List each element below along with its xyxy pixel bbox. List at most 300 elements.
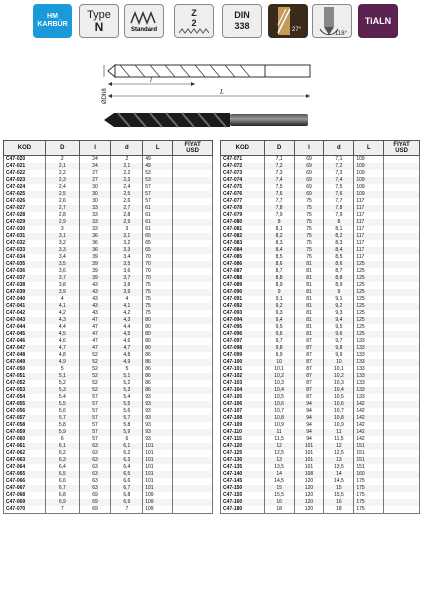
price-cell bbox=[384, 506, 420, 514]
price-cell bbox=[384, 275, 420, 282]
L-cell: 117 bbox=[354, 240, 384, 247]
kod-cell: C47-077 bbox=[221, 198, 265, 205]
kod-cell: C47-069 bbox=[4, 499, 46, 506]
L-cell: 142 bbox=[354, 408, 384, 415]
L-cell: 80 bbox=[143, 338, 173, 345]
d-cell: 4,2 bbox=[45, 310, 79, 317]
table-row bbox=[4, 247, 213, 254]
price-cell bbox=[384, 317, 420, 324]
kod-cell: C47-038 bbox=[4, 282, 46, 289]
kod-cell: C47-064 bbox=[4, 464, 46, 471]
dd-cell: 8,3 bbox=[324, 240, 354, 247]
L-cell: 117 bbox=[354, 198, 384, 205]
kod-cell: C47-068 bbox=[4, 492, 46, 499]
l-cell: 75 bbox=[294, 226, 324, 233]
L-cell: 61 bbox=[143, 226, 173, 233]
dd-cell: 6,6 bbox=[111, 478, 143, 485]
d-cell: 7,6 bbox=[264, 191, 294, 198]
dd-cell: 5,7 bbox=[111, 415, 143, 422]
d-cell: 5,5 bbox=[45, 401, 79, 408]
l-cell: 69 bbox=[294, 184, 324, 191]
table-row bbox=[4, 331, 213, 338]
price-cell bbox=[384, 191, 420, 198]
l-cell: 57 bbox=[79, 415, 111, 422]
d-cell: 6,1 bbox=[45, 443, 79, 450]
L-cell: 80 bbox=[143, 331, 173, 338]
table-row bbox=[221, 345, 420, 352]
dd-cell: 4,5 bbox=[111, 331, 143, 338]
kod-cell: C47-103 bbox=[221, 380, 265, 387]
d-cell: 9,6 bbox=[264, 331, 294, 338]
table-row bbox=[4, 219, 213, 226]
kod-cell: C47-093 bbox=[221, 310, 265, 317]
d-cell: 3,9 bbox=[45, 289, 79, 296]
dd-cell: 13,5 bbox=[324, 464, 354, 471]
d-cell: 9,3 bbox=[264, 310, 294, 317]
l-cell: 81 bbox=[294, 289, 324, 296]
d-cell: 9,8 bbox=[264, 345, 294, 352]
dd-cell: 5,5 bbox=[111, 401, 143, 408]
d-cell: 10,4 bbox=[264, 387, 294, 394]
price-table-right bbox=[220, 140, 420, 514]
table-row bbox=[4, 170, 213, 177]
diameter-label: ØDh8 bbox=[102, 88, 108, 104]
L-cell: 133 bbox=[354, 352, 384, 359]
kod-cell: C47-037 bbox=[4, 275, 46, 282]
dd-cell: 9,9 bbox=[324, 352, 354, 359]
dd-cell: 5,1 bbox=[111, 373, 143, 380]
price-cell bbox=[384, 366, 420, 373]
table-row bbox=[221, 443, 420, 450]
point-angle-text: 118° bbox=[335, 31, 347, 37]
price-cell bbox=[384, 408, 420, 415]
flutes-label: Z bbox=[191, 8, 197, 18]
kod-cell: C47-155 bbox=[221, 492, 265, 499]
kod-cell: C47-055 bbox=[4, 401, 46, 408]
d-cell: 8,2 bbox=[264, 233, 294, 240]
L-cell: 75 bbox=[143, 303, 173, 310]
L-cell: 125 bbox=[354, 282, 384, 289]
d-cell: 7,7 bbox=[264, 198, 294, 205]
table-row bbox=[221, 478, 420, 485]
l-cell: 81 bbox=[294, 317, 324, 324]
kod-cell: C47-096 bbox=[221, 331, 265, 338]
table-row bbox=[4, 233, 213, 240]
dd-cell: 10 bbox=[324, 359, 354, 366]
L-cell: 75 bbox=[143, 282, 173, 289]
dd-cell: 6,1 bbox=[111, 443, 143, 450]
l-cell: 63 bbox=[79, 464, 111, 471]
L-cell: 125 bbox=[354, 289, 384, 296]
L-cell: 117 bbox=[354, 226, 384, 233]
L-cell: 61 bbox=[143, 205, 173, 212]
L-cell: 117 bbox=[354, 212, 384, 219]
price-cell bbox=[173, 429, 213, 436]
l-cell: 63 bbox=[79, 457, 111, 464]
dd-cell: 2,9 bbox=[111, 219, 143, 226]
kod-cell: C47-030 bbox=[4, 226, 46, 233]
price-cell bbox=[173, 240, 213, 247]
kod-cell: C47-145 bbox=[221, 478, 265, 485]
d-cell: 3,3 bbox=[45, 247, 79, 254]
L-cell: 101 bbox=[143, 443, 173, 450]
L-cell: 101 bbox=[143, 450, 173, 457]
price-cell bbox=[173, 485, 213, 492]
dd-cell: 5,6 bbox=[111, 408, 143, 415]
L-cell: 117 bbox=[354, 205, 384, 212]
price-cell bbox=[384, 359, 420, 366]
col-L: L bbox=[143, 141, 173, 156]
price-cell bbox=[384, 464, 420, 471]
l-cell: 39 bbox=[79, 254, 111, 261]
d-cell: 8,9 bbox=[264, 282, 294, 289]
price-cell bbox=[173, 450, 213, 457]
l-cell: 57 bbox=[79, 394, 111, 401]
L-cell: 160 bbox=[354, 471, 384, 478]
L-cell: 49 bbox=[143, 156, 173, 164]
L-cell: 125 bbox=[354, 317, 384, 324]
l-cell: 27 bbox=[79, 170, 111, 177]
dd-cell: 4,4 bbox=[111, 324, 143, 331]
dd-cell: 7 bbox=[111, 506, 143, 514]
kod-cell: C47-082 bbox=[221, 233, 265, 240]
dd-cell: 9,1 bbox=[324, 296, 354, 303]
price-cell bbox=[384, 394, 420, 401]
l-cell: 24 bbox=[79, 156, 111, 164]
table-row bbox=[4, 373, 213, 380]
l-cell: 52 bbox=[79, 352, 111, 359]
L-cell: 125 bbox=[354, 310, 384, 317]
l-cell: 81 bbox=[294, 296, 324, 303]
d-cell: 9,7 bbox=[264, 338, 294, 345]
table-row bbox=[221, 177, 420, 184]
L-cell: 133 bbox=[354, 345, 384, 352]
l-cell: 33 bbox=[79, 219, 111, 226]
table-row bbox=[221, 191, 420, 198]
d-cell: 10,6 bbox=[264, 401, 294, 408]
kod-cell: C47-021 bbox=[4, 163, 46, 170]
price-cell bbox=[384, 373, 420, 380]
col-d: d bbox=[111, 141, 143, 156]
l-cell: 30 bbox=[79, 198, 111, 205]
point-angle-icon bbox=[314, 5, 350, 37]
l-cell: 81 bbox=[294, 331, 324, 338]
table-row bbox=[221, 282, 420, 289]
price-cell bbox=[384, 485, 420, 492]
helix-angle-badge bbox=[268, 4, 308, 38]
price-cell bbox=[384, 345, 420, 352]
L-cell: 133 bbox=[354, 338, 384, 345]
dd-cell: 3,9 bbox=[111, 289, 143, 296]
L-cell: 86 bbox=[143, 352, 173, 359]
l-cell: 69 bbox=[294, 156, 324, 164]
table-row bbox=[4, 457, 213, 464]
price-cell bbox=[173, 233, 213, 240]
l-cell: 52 bbox=[79, 380, 111, 387]
price-cell bbox=[384, 310, 420, 317]
kod-cell: C47-160 bbox=[221, 499, 265, 506]
dd-cell: 7,6 bbox=[324, 191, 354, 198]
dd-cell: 3,1 bbox=[111, 233, 143, 240]
L-cell: 109 bbox=[354, 191, 384, 198]
l-cell: 75 bbox=[294, 205, 324, 212]
price-cell bbox=[173, 219, 213, 226]
d-cell: 18 bbox=[264, 506, 294, 514]
d-cell: 8 bbox=[264, 219, 294, 226]
kod-cell: C47-054 bbox=[4, 394, 46, 401]
price-cell bbox=[173, 184, 213, 191]
table-row bbox=[221, 317, 420, 324]
L-cell: 70 bbox=[143, 261, 173, 268]
table-row bbox=[4, 191, 213, 198]
dd-cell: 5,3 bbox=[111, 387, 143, 394]
price-cell bbox=[384, 338, 420, 345]
l-cell: 101 bbox=[294, 464, 324, 471]
kod-cell: C47-025 bbox=[4, 191, 46, 198]
d-cell: 2,5 bbox=[45, 191, 79, 198]
price-cell bbox=[173, 177, 213, 184]
dd-cell: 7,4 bbox=[324, 177, 354, 184]
kod-cell: C47-081 bbox=[221, 226, 265, 233]
col-d: d bbox=[324, 141, 354, 156]
table-row bbox=[221, 429, 420, 436]
l-cell: 81 bbox=[294, 310, 324, 317]
price-cell bbox=[173, 464, 213, 471]
feature-badges bbox=[6, 4, 418, 42]
kod-cell: C47-028 bbox=[4, 212, 46, 219]
price-cell bbox=[384, 268, 420, 275]
kod-cell: C47-066 bbox=[4, 478, 46, 485]
flute-length-label: l bbox=[150, 76, 152, 84]
price-cell bbox=[173, 247, 213, 254]
table-row bbox=[221, 240, 420, 247]
table-row bbox=[221, 170, 420, 177]
L-cell: 142 bbox=[354, 401, 384, 408]
kod-cell: C47-109 bbox=[221, 422, 265, 429]
dd-cell: 18 bbox=[324, 506, 354, 514]
d-cell: 9,4 bbox=[264, 317, 294, 324]
dd-cell: 9 bbox=[324, 289, 354, 296]
price-cell bbox=[384, 492, 420, 499]
l-cell: 87 bbox=[294, 373, 324, 380]
L-cell: 101 bbox=[143, 457, 173, 464]
helix-angle-icon bbox=[270, 5, 306, 37]
L-cell: 109 bbox=[354, 177, 384, 184]
price-cell bbox=[384, 247, 420, 254]
price-cell bbox=[173, 443, 213, 450]
type-badge bbox=[79, 4, 119, 38]
col-L: L bbox=[354, 141, 384, 156]
price-cell bbox=[173, 268, 213, 275]
table-row bbox=[221, 373, 420, 380]
L-cell: 57 bbox=[143, 191, 173, 198]
d-cell: 9,9 bbox=[264, 352, 294, 359]
table-row bbox=[221, 289, 420, 296]
dd-cell: 2,2 bbox=[111, 170, 143, 177]
l-cell: 69 bbox=[294, 177, 324, 184]
price-cell bbox=[384, 156, 420, 164]
kod-cell: C47-035 bbox=[4, 261, 46, 268]
kod-cell: C47-051 bbox=[4, 373, 46, 380]
d-cell: 4,5 bbox=[45, 331, 79, 338]
l-cell: 75 bbox=[294, 254, 324, 261]
l-cell: 101 bbox=[294, 450, 324, 457]
carbide-badge-line2: KARBÜR bbox=[37, 21, 68, 28]
dd-cell: 4,1 bbox=[111, 303, 143, 310]
dd-cell: 14 bbox=[324, 471, 354, 478]
dd-cell: 8,7 bbox=[324, 268, 354, 275]
dd-cell: 9,2 bbox=[324, 303, 354, 310]
price-cell bbox=[173, 366, 213, 373]
dd-cell: 4,7 bbox=[111, 345, 143, 352]
table-row bbox=[4, 289, 213, 296]
price-cell bbox=[384, 296, 420, 303]
table-row bbox=[221, 310, 420, 317]
din-value: 338 bbox=[234, 21, 250, 31]
kod-cell: C47-042 bbox=[4, 310, 46, 317]
price-cell bbox=[384, 415, 420, 422]
L-cell: 53 bbox=[143, 177, 173, 184]
col-kod: KOD bbox=[221, 141, 265, 156]
L-cell: 109 bbox=[354, 184, 384, 191]
table-row bbox=[221, 485, 420, 492]
dd-cell: 2,5 bbox=[111, 191, 143, 198]
L-cell: 61 bbox=[143, 212, 173, 219]
price-cell bbox=[173, 205, 213, 212]
d-cell: 12 bbox=[264, 443, 294, 450]
d-cell: 16 bbox=[264, 499, 294, 506]
table-row bbox=[221, 163, 420, 170]
carbide-badge-line1: HM bbox=[47, 13, 58, 20]
kod-cell: C47-060 bbox=[4, 436, 46, 443]
L-cell: 75 bbox=[143, 289, 173, 296]
table-row bbox=[4, 443, 213, 450]
kod-cell: C47-098 bbox=[221, 345, 265, 352]
table-row bbox=[4, 324, 213, 331]
dd-cell: 2,6 bbox=[111, 198, 143, 205]
dd-cell: 10,2 bbox=[324, 373, 354, 380]
table-row bbox=[221, 233, 420, 240]
table-row bbox=[221, 212, 420, 219]
L-cell: 75 bbox=[143, 296, 173, 303]
d-cell: 7,4 bbox=[264, 177, 294, 184]
kod-cell: C47-079 bbox=[221, 212, 265, 219]
l-cell: 81 bbox=[294, 275, 324, 282]
kod-cell: C47-023 bbox=[4, 177, 46, 184]
dd-cell: 6,9 bbox=[111, 499, 143, 506]
price-cell bbox=[173, 261, 213, 268]
table-row bbox=[4, 359, 213, 366]
din-label: DIN bbox=[234, 10, 250, 20]
table-row bbox=[221, 303, 420, 310]
dd-cell: 4,6 bbox=[111, 338, 143, 345]
table-row bbox=[221, 275, 420, 282]
d-cell: 2,9 bbox=[45, 219, 79, 226]
L-cell: 75 bbox=[143, 310, 173, 317]
dd-cell: 2,8 bbox=[111, 212, 143, 219]
col-D: D bbox=[264, 141, 294, 156]
L-cell: 125 bbox=[354, 296, 384, 303]
dd-cell: 6,5 bbox=[111, 471, 143, 478]
d-cell: 14,5 bbox=[264, 478, 294, 485]
L-cell: 61 bbox=[143, 219, 173, 226]
dd-cell: 8,4 bbox=[324, 247, 354, 254]
price-cell bbox=[384, 261, 420, 268]
d-cell: 6,7 bbox=[45, 485, 79, 492]
d-cell: 8,8 bbox=[264, 275, 294, 282]
L-cell: 93 bbox=[143, 429, 173, 436]
table-row bbox=[221, 156, 420, 164]
d-cell: 5,6 bbox=[45, 408, 79, 415]
l-cell: 87 bbox=[294, 338, 324, 345]
dd-cell: 4,9 bbox=[111, 359, 143, 366]
dd-cell: 8,6 bbox=[324, 261, 354, 268]
dd-cell: 2 bbox=[111, 156, 143, 164]
l-cell: 120 bbox=[294, 499, 324, 506]
table-row bbox=[4, 156, 213, 164]
price-cell bbox=[384, 436, 420, 443]
d-cell: 5 bbox=[45, 366, 79, 373]
price-cell bbox=[173, 170, 213, 177]
d-cell: 6,8 bbox=[45, 492, 79, 499]
table-row bbox=[221, 352, 420, 359]
l-cell: 94 bbox=[294, 408, 324, 415]
L-cell: 142 bbox=[354, 422, 384, 429]
d-cell: 5,9 bbox=[45, 429, 79, 436]
d-cell: 8,3 bbox=[264, 240, 294, 247]
table-row bbox=[4, 184, 213, 191]
dd-cell: 6,3 bbox=[111, 457, 143, 464]
point-angle-badge bbox=[312, 4, 352, 38]
d-cell: 2,7 bbox=[45, 205, 79, 212]
kod-cell: C47-050 bbox=[4, 366, 46, 373]
kod-cell: C47-033 bbox=[4, 247, 46, 254]
l-cell: 57 bbox=[79, 401, 111, 408]
L-cell: 142 bbox=[354, 415, 384, 422]
dd-cell: 9,5 bbox=[324, 324, 354, 331]
dd-cell: 5,4 bbox=[111, 394, 143, 401]
dd-cell: 9,4 bbox=[324, 317, 354, 324]
dd-cell: 11,5 bbox=[324, 436, 354, 443]
price-cell bbox=[173, 415, 213, 422]
l-cell: 43 bbox=[79, 296, 111, 303]
L-cell: 133 bbox=[354, 394, 384, 401]
dd-cell: 10,7 bbox=[324, 408, 354, 415]
l-cell: 47 bbox=[79, 338, 111, 345]
L-cell: 125 bbox=[354, 303, 384, 310]
price-cell bbox=[384, 478, 420, 485]
price-cell bbox=[173, 226, 213, 233]
table-row bbox=[4, 471, 213, 478]
l-cell: 87 bbox=[294, 359, 324, 366]
kod-cell: C47-102 bbox=[221, 373, 265, 380]
l-cell: 39 bbox=[79, 261, 111, 268]
kod-cell: C47-047 bbox=[4, 345, 46, 352]
kod-cell: C47-040 bbox=[4, 296, 46, 303]
price-cell bbox=[173, 436, 213, 443]
dd-cell: 9,3 bbox=[324, 310, 354, 317]
table-row bbox=[4, 338, 213, 345]
price-cell bbox=[173, 163, 213, 170]
price-cell bbox=[384, 380, 420, 387]
table-row bbox=[221, 338, 420, 345]
table-row bbox=[4, 205, 213, 212]
price-cell bbox=[384, 233, 420, 240]
table-row bbox=[4, 275, 213, 282]
d-cell: 4,4 bbox=[45, 324, 79, 331]
l-cell: 63 bbox=[79, 450, 111, 457]
dd-cell: 12 bbox=[324, 443, 354, 450]
